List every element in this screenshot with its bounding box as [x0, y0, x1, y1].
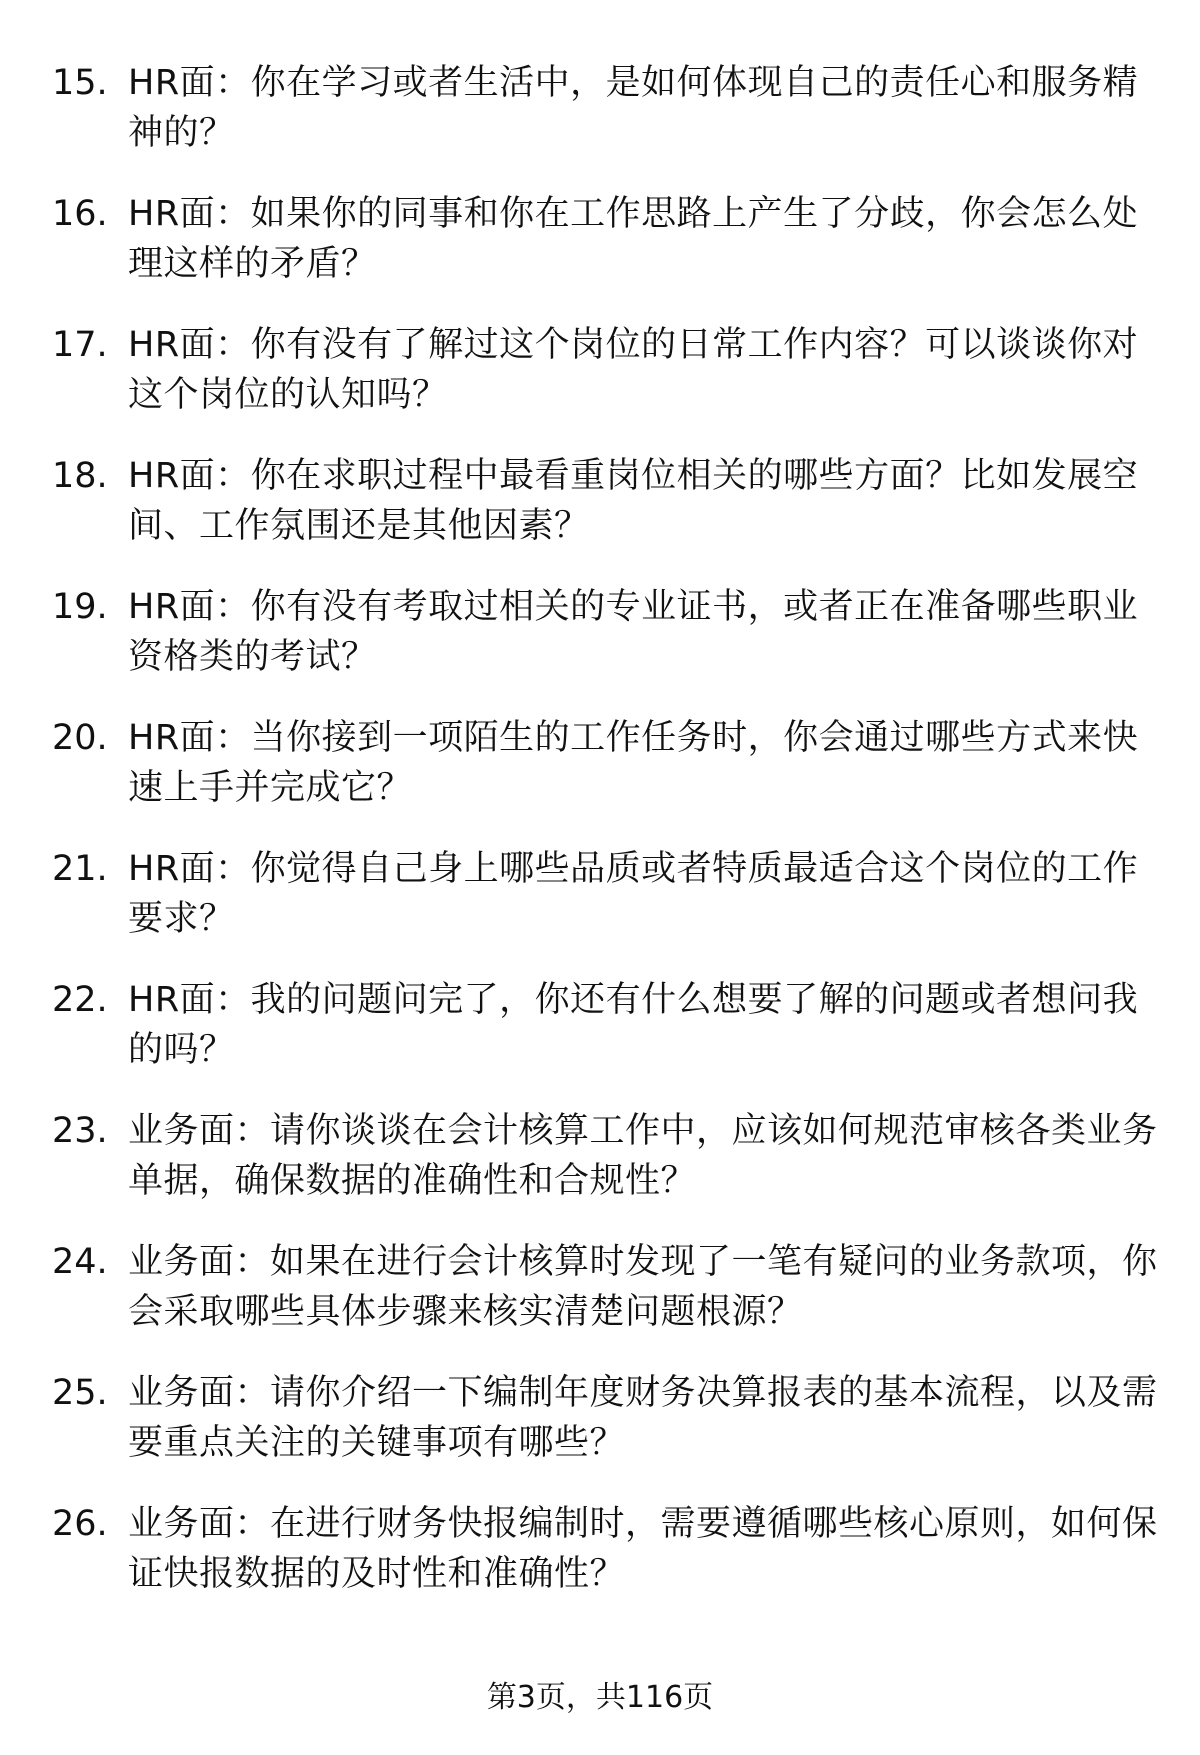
- list-item: [0, 58, 1200, 189]
- question-text: 业务面：请你谈谈在会计核算工作中，应该如何规范审核各类业务单据，确保数据的准确性和合规性？: [128, 1111, 1158, 1201]
- list-item: [0, 713, 1200, 844]
- question-text: HR面：你在学习或者生活中，是如何体现自己的责任心和服务精神的？: [128, 63, 1139, 153]
- list-item: [0, 451, 1200, 582]
- question-text: HR面：如果你的同事和你在工作思路上产生了分歧，你会怎么处理这样的矛盾？: [128, 194, 1139, 284]
- question-number: 25.: [52, 1373, 108, 1413]
- question-text: 业务面：在进行财务快报编制时，需要遵循哪些核心原则，如何保证快报数据的及时性和准确性？: [128, 1504, 1158, 1594]
- list-item: [0, 320, 1200, 451]
- list-item: [0, 1368, 1200, 1499]
- question-text: HR面：你觉得自己身上哪些品质或者特质最适合这个岗位的工作要求？: [128, 849, 1139, 939]
- question-number: 18.: [52, 456, 108, 496]
- question-number: 23.: [52, 1111, 108, 1151]
- list-item: [0, 975, 1200, 1106]
- question-number: 24.: [52, 1242, 108, 1282]
- list-item: [0, 1499, 1200, 1630]
- question-number: 22.: [52, 980, 108, 1020]
- page-number: 第3页，共116页: [486, 1680, 714, 1715]
- list-item: [0, 1237, 1200, 1368]
- question-number: 26.: [52, 1504, 108, 1544]
- question-text: HR面：你有没有了解过这个岗位的日常工作内容？可以谈谈你对这个岗位的认知吗？: [128, 325, 1139, 415]
- question-text: 业务面：如果在进行会计核算时发现了一笔有疑问的业务款项，你会采取哪些具体步骤来核实清楚问题根源？: [128, 1242, 1158, 1332]
- question-text: HR面：你有没有考取过相关的专业证书，或者正在准备哪些职业资格类的考试？: [128, 587, 1139, 677]
- question-number: 15.: [52, 63, 108, 103]
- list-item: [0, 1106, 1200, 1237]
- question-number: 21.: [52, 849, 108, 889]
- question-number: 16.: [52, 194, 108, 234]
- question-number: 20.: [52, 718, 108, 758]
- list-item: [0, 189, 1200, 320]
- question-number: 19.: [52, 587, 108, 627]
- question-list: [0, 58, 1200, 1630]
- list-item: [0, 582, 1200, 713]
- question-number: 17.: [52, 325, 108, 365]
- question-text: 业务面：请你介绍一下编制年度财务决算报表的基本流程，以及需要重点关注的关键事项有哪些？: [128, 1373, 1158, 1463]
- list-item: [0, 844, 1200, 975]
- question-text: HR面：我的问题问完了，你还有什么想要了解的问题或者想问我的吗？: [128, 980, 1139, 1070]
- question-text: HR面：当你接到一项陌生的工作任务时，你会通过哪些方式来快速上手并完成它？: [128, 718, 1139, 808]
- question-text: HR面：你在求职过程中最看重岗位相关的哪些方面？比如发展空间、工作氛围还是其他因素？: [128, 456, 1139, 546]
